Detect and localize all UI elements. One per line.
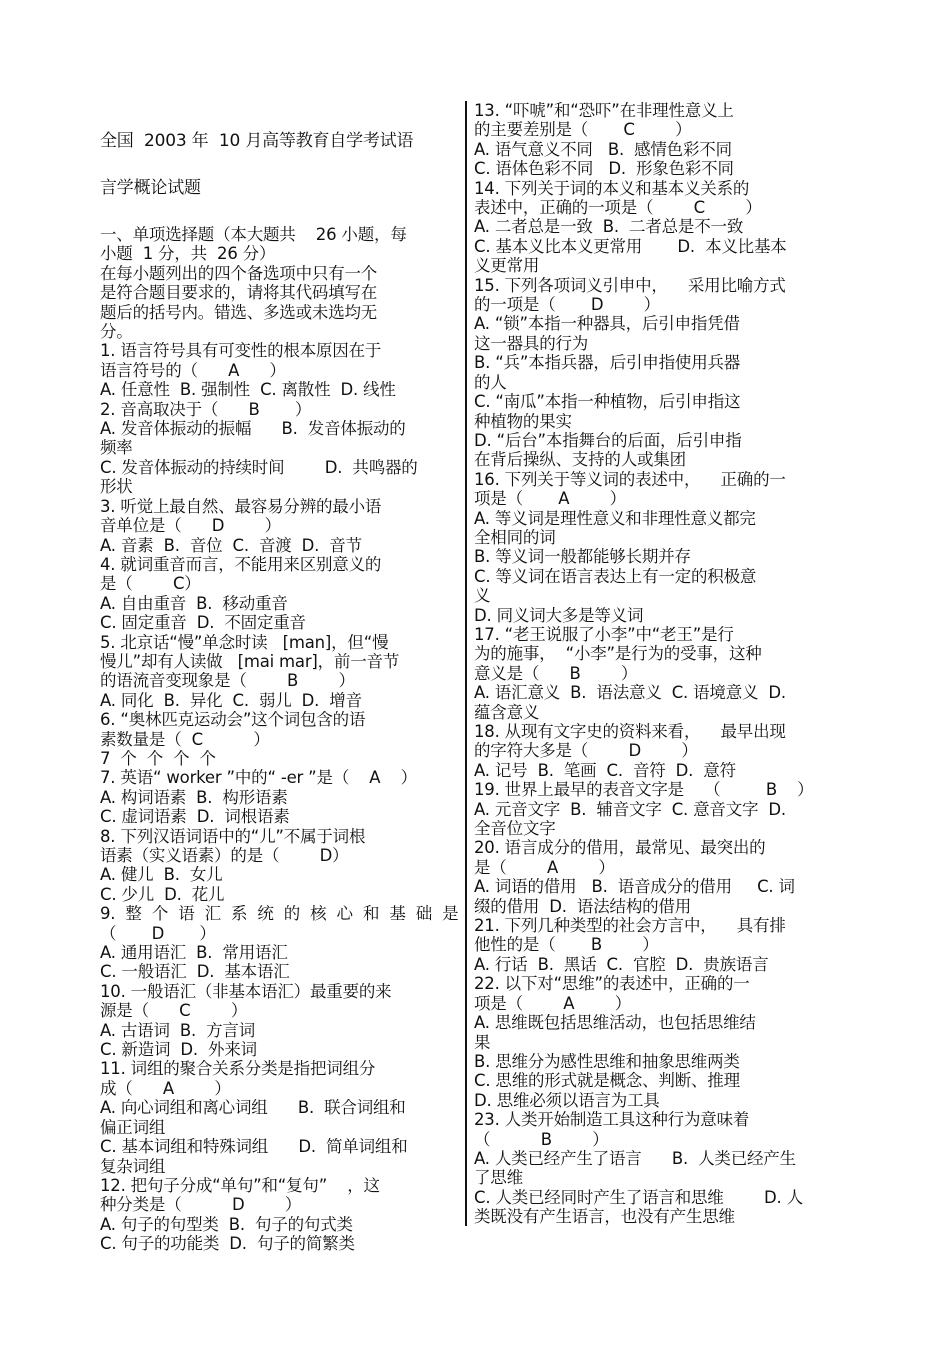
- text-line: C. 人类已经同时产生了语言和思维 D. 人: [474, 1187, 803, 1207]
- text-line: 源是（ C ）: [100, 1001, 248, 1021]
- text-line: 表述中，正确的一项是（ C ）: [474, 198, 762, 218]
- text-line: 15. 下列各项词义引申中， 采用比喻方式: [474, 275, 786, 295]
- text-line: B. 等义词一般都能够长期并存: [474, 547, 691, 567]
- text-line: 5. 北京话“慢”单念时读 [man]，但“慢: [100, 632, 389, 652]
- text-line: C. 虚词语素 D. 词根语素: [100, 807, 290, 827]
- left-question-list: [100, 225, 458, 1254]
- text-line: 一、单项选择题（本大题共 26 小题，每: [100, 225, 407, 244]
- text-line: A. 发音体振动的振幅 B. 发音体振动的: [100, 419, 406, 439]
- text-line: C. 一般语汇 D. 基本语汇: [100, 962, 290, 982]
- text-line: 他性的是（ B ）: [474, 935, 659, 955]
- text-line: 20. 语言成分的借用，最常见、最突出的: [474, 838, 766, 858]
- text-line: A. 自由重音 B. 移动重音: [100, 593, 288, 613]
- text-line: A. 音素 B. 音位 C. 音渡 D. 音节: [100, 535, 362, 555]
- text-line: 为的施事， “小李”是行为的受事，这种: [474, 644, 762, 664]
- text-line: A. 向心词组和离心词组 B. 联合词组和: [100, 1098, 406, 1118]
- text-line: 23. 人类开始制造工具这种行为意味着: [474, 1110, 750, 1130]
- text-line: 素数量是（ C ）: [100, 729, 270, 749]
- exam-title-line-2: 言学概论试题: [100, 178, 201, 198]
- text-line: A. 通用语汇 B. 常用语汇: [100, 943, 288, 963]
- text-line: 的语流音变现象是（ B ）: [100, 671, 355, 691]
- text-line: 的字符大多是（ D ）: [474, 741, 698, 761]
- text-line: 7 个 个 个 个: [100, 748, 216, 768]
- text-line: 2. 音高取决于（ B ）: [100, 399, 312, 419]
- exam-title-line-1: 全国 2003 年 10 月高等教育自学考试语: [100, 131, 414, 151]
- text-line: C. 基本词组和特殊词组 D. 简单词组和: [100, 1137, 408, 1157]
- text-line: C. 发音体振动的持续时间 D. 共鸣器的: [100, 457, 418, 477]
- text-line: D. “后台”本指舞台的后面，后引申指: [474, 430, 742, 450]
- text-line: 的一项是（ D ）: [474, 295, 660, 315]
- text-line: 8. 下列汉语词语中的“儿”不属于词根: [100, 826, 366, 846]
- text-line: D. 思维必须以语言为工具: [474, 1090, 660, 1110]
- column-divider: [465, 101, 467, 1226]
- text-line: A. 语气意义不同 B. 感情色彩不同: [474, 139, 732, 159]
- text-line: A. 句子的句型类 B. 句子的句式类: [100, 1214, 353, 1234]
- text-line: A. 词语的借用 B. 语音成分的借用 C. 词: [474, 877, 795, 897]
- text-line: C. 基本义比本义更常用 D. 本义比基本: [474, 236, 787, 256]
- text-line: A. 思维既包括思维活动，也包括思维结: [474, 1013, 756, 1033]
- text-line: A. 任意性 B. 强制性 C. 离散性 D. 线性: [100, 380, 396, 400]
- text-line: C. “南瓜”本指一种植物，后引申指这: [474, 392, 741, 412]
- text-line: 小题 1 分，共 26 分）: [100, 244, 276, 264]
- text-line: 是（ A ）: [474, 857, 615, 877]
- text-line: 的人: [474, 372, 507, 392]
- text-line: 义: [474, 586, 491, 606]
- right-question-list: [474, 101, 832, 1227]
- text-line: C. 句子的功能类 D. 句子的简繁类: [100, 1234, 355, 1254]
- text-line: 种分类是（ D ）: [100, 1195, 302, 1215]
- text-line: 1. 语言符号具有可变性的根本原因在于: [100, 341, 382, 361]
- text-line: A. 记号 B. 笔画 C. 音符 D. 意符: [474, 760, 736, 780]
- text-line: （ D ）: [100, 923, 216, 943]
- text-line: C. 少儿 D. 花儿: [100, 884, 225, 904]
- text-line: C. 语体色彩不同 D. 形象色彩不同: [474, 159, 734, 179]
- text-line: 11. 词组的聚合关系分类是指把词组分: [100, 1059, 376, 1079]
- text-line: 21. 下列几种类型的社会方言中， 具有排: [474, 916, 786, 936]
- text-line: 音单位是（ D ）: [100, 516, 281, 536]
- text-line: A. 二者总是一致 B. 二者总是不一致: [474, 217, 744, 237]
- text-line: B. “兵”本指兵器，后引申指使用兵器: [474, 353, 741, 373]
- text-line: 是符合题目要求的，请将其代码填写在: [100, 283, 378, 303]
- text-line: A. 健儿 B. 女儿: [100, 865, 223, 885]
- text-line: 种植物的果实: [474, 411, 572, 431]
- text-line: 语素（实义语素）的是（ D）: [100, 846, 349, 865]
- text-line: C. 等义词在语言表达上有一定的积极意: [474, 566, 757, 586]
- text-line: （ B ）: [474, 1129, 609, 1149]
- text-line: 频率: [100, 438, 133, 458]
- text-line: 意义是（ B ）: [474, 663, 638, 683]
- text-line: 缀的借用 D. 语法结构的借用: [474, 896, 692, 916]
- text-line: 题后的括号内。错选、多选或未选均无: [100, 302, 378, 322]
- text-line: 偏正词组: [100, 1117, 166, 1137]
- text-line: 果: [474, 1032, 491, 1052]
- text-line: 9. 整 个 语 汇 系 统 的 核 心 和 基 础 是: [100, 904, 459, 924]
- text-line: 17. “老王说服了小李”中“老王”是行: [474, 624, 734, 644]
- text-line: A. 同化 B. 异化 C. 弱儿 D. 增音: [100, 690, 362, 710]
- text-line: 项是（ A ）: [474, 489, 626, 509]
- text-line: 了思维: [474, 1168, 523, 1188]
- text-line: 19. 世界上最早的表音文字是 （ B ）: [474, 780, 814, 800]
- text-line: 6. “奥林匹克运动会”这个词包含的语: [100, 710, 366, 730]
- text-line: 这一器具的行为: [474, 333, 589, 353]
- text-line: 16. 下列关于等义词的表述中， 正确的一: [474, 469, 786, 489]
- text-line: 全相同的词: [474, 527, 556, 547]
- text-line: 18. 从现有文字史的资料来看， 最早出现: [474, 722, 786, 741]
- text-line: A. “锁”本指一种器具，后引申指凭借: [474, 314, 740, 334]
- text-line: 形状: [100, 477, 133, 497]
- text-line: 7. 英语“ worker ”中的“ -er ”是（ A ）: [100, 768, 417, 788]
- text-line: 是（ C）: [100, 574, 201, 594]
- text-line: C. 思维的形式就是概念、判断、推理: [474, 1071, 740, 1091]
- text-line: 全音位文字: [474, 819, 556, 839]
- text-line: A. 语汇意义 B. 语法意义 C. 语境意义 D.: [474, 683, 786, 703]
- text-line: 复杂词组: [100, 1156, 166, 1176]
- text-line: A. 行话 B. 黑话 C. 官腔 D. 贵族语言: [474, 954, 769, 974]
- text-line: 14. 下列关于词的本义和基本义关系的: [474, 178, 750, 198]
- text-line: C. 固定重音 D. 不固定重音: [100, 613, 306, 633]
- text-line: 成（ A ）: [100, 1078, 231, 1098]
- text-line: 10. 一般语汇（非基本语汇）最重要的来: [100, 981, 392, 1001]
- left-column: [100, 131, 458, 1254]
- text-line: 13. “吓唬”和“恐吓”在非理性意义上: [474, 101, 734, 120]
- text-line: A. 构词语素 B. 构形语素: [100, 787, 288, 807]
- text-line: 4. 就词重音而言，不能用来区别意义的: [100, 554, 382, 574]
- text-line: 慢儿”却有人读做 [mai mar]，前一音节: [100, 651, 400, 671]
- text-line: D. 同义词大多是等义词: [474, 605, 644, 625]
- text-line: C. 新造词 D. 外来词: [100, 1040, 257, 1060]
- text-line: 类既没有产生语言，也没有产生思维: [474, 1207, 735, 1227]
- text-line: 语言符号的（ A ）: [100, 360, 286, 380]
- text-line: 22. 以下对“思维”的表述中，正确的一: [474, 974, 750, 994]
- text-line: 项是（ A ）: [474, 993, 632, 1013]
- text-line: 的主要差别是（ C ）: [474, 120, 692, 140]
- text-line: 12. 把句子分成“单句”和“复句” ，这: [100, 1175, 380, 1195]
- text-line: 在每小题列出的四个备选项中只有一个: [100, 263, 378, 283]
- text-line: A. 元音文字 B. 辅音文字 C. 意音文字 D.: [474, 799, 786, 819]
- text-line: 3. 听觉上最自然、最容易分辨的最小语: [100, 496, 382, 516]
- text-line: B. 思维分为感性思维和抽象思维两类: [474, 1051, 740, 1071]
- right-column: [474, 101, 832, 1227]
- text-line: A. 古语词 B. 方言词: [100, 1020, 256, 1040]
- text-line: 分。: [100, 322, 133, 342]
- text-line: A. 等义词是理性意义和非理性意义都完: [474, 508, 756, 528]
- text-line: 在背后操纵、支持的人或集团: [474, 450, 686, 470]
- text-line: 蕴含意义: [474, 702, 540, 722]
- text-line: A. 人类已经产生了语言 B. 人类已经产生: [474, 1148, 796, 1168]
- text-line: 义更常用: [474, 256, 540, 276]
